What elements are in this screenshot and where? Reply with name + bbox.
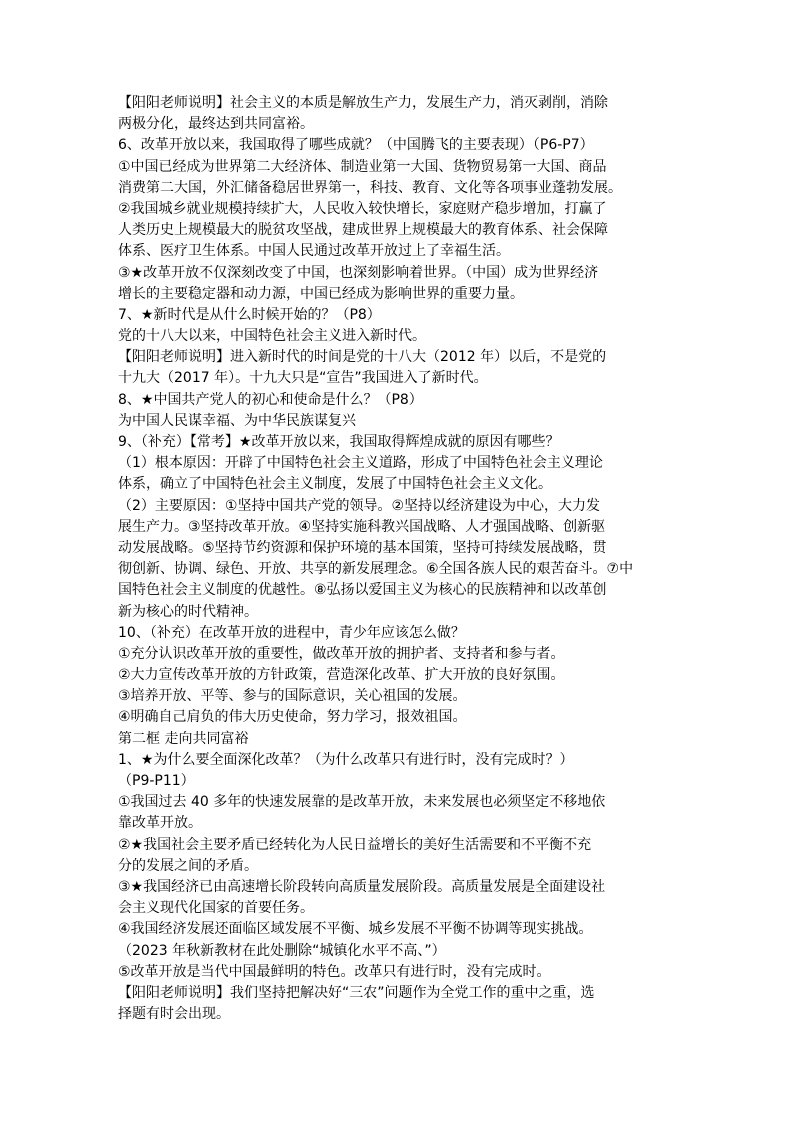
text-line: 8、★中国共产党人的初心和使命是什么？（P8） — [118, 391, 423, 408]
text-line: 彻创新、协调、绿色、开放、共享的新发展理念。⑥全国各族人民的艰苦奋斗。⑦中 — [118, 561, 634, 578]
text-line: ②我国城乡就业规模持续扩大，人民收入较快增长，家庭财产稳步增加，打赢了 — [118, 200, 607, 217]
text-line: 国特色社会主义制度的优越性。⑧弘扬以爱国主义为核心的民族精神和以改革创 — [118, 582, 607, 599]
text-line: 党的十八大以来，中国特色社会主义进入新时代。 — [118, 328, 426, 345]
text-line: ①中国已经成为世界第二大经济体、制造业第一大国、货物贸易第一大国、商品 — [118, 158, 607, 175]
text-line: ②大力宣传改革开放的方针政策，营造深化改革、扩大开放的良好氛围。 — [118, 667, 565, 684]
text-line: 9、（补充）【常考】★改革开放以来，我国取得辉煌成就的原因有哪些？ — [118, 434, 560, 450]
text-line: 靠改革开放。 — [118, 815, 202, 832]
text-line: ③培养开放、平等、参与的国际意识，关心祖国的发展。 — [118, 688, 467, 705]
text-line: 为中国人民谋幸福、为中华民族谋复兴 — [118, 412, 356, 429]
text-line: 体系，确立了中国特色社会主义制度，发展了中国特色社会主义文化。 — [118, 476, 552, 493]
text-line: ④我国经济发展还面临区域发展不平衡、城乡发展不平衡不协调等现实挑战。 — [118, 921, 593, 938]
text-line: ③★改革开放不仅深刻改变了中国，也深刻影响着世界。（中国）成为世界经济 — [118, 264, 599, 281]
text-line: 展生产力。③坚持改革开放。④坚持实施科教兴国战略、人才强国战略、创新驱 — [118, 518, 606, 535]
text-line: ①充分认识改革开放的重要性，做改革开放的拥护者、支持者和参与者。 — [118, 645, 565, 662]
text-line: 动发展战略。⑤坚持节约资源和保护环境的基本国策，坚持可持续发展战略，贯 — [118, 539, 607, 556]
text-line: （2）主要原因：①坚持中国共产党的领导。②坚持以经济建设为中心，大力发 — [118, 497, 601, 514]
text-line: 【阳阳老师说明】社会主义的本质是解放生产力，发展生产力，消灭剥削，消除 — [118, 95, 608, 111]
text-line: ④明确自己肩负的伟大历史使命，努力学习，报效祖国。 — [118, 709, 467, 726]
text-line: 1、★为什么要全面深化改革？（为什么改革只有进行时，没有完成时？） — [118, 751, 574, 768]
text-line: 6、改革开放以来，我国取得了哪些成就？（中国腾飞的主要表现）（P6-P7） — [118, 137, 594, 154]
text-line: 第二框 走向共同富裕 — [118, 730, 249, 747]
text-line: 两极分化，最终达到共同富裕。 — [118, 116, 314, 133]
text-line: （P9-P11） — [118, 773, 195, 789]
text-line: 【阳阳老师说明】我们坚持把解决好“三农”问题作为全党工作的重中之重，选 — [118, 984, 595, 1001]
text-line: 体系、医疗卫生体系。中国人民通过改革开放过上了幸福生活。 — [118, 243, 510, 260]
text-line: 新为核心的时代精神。 — [118, 603, 258, 620]
text-line: 人类历史上规模最大的脱贫攻坚战，建成世界上规模最大的教育体系、社会保障 — [118, 222, 608, 239]
document-body — [118, 93, 688, 1025]
text-line: 择题有时会出现。 — [118, 1006, 230, 1023]
text-line: ①我国过去 40 多年的快速发展靠的是改革开放，未来发展也必须坚定不移地依 — [118, 794, 606, 811]
text-line: ⑤改革开放是当代中国最鲜明的特色。改革只有进行时，没有完成时。 — [118, 963, 551, 980]
text-line: ②★我国社会主要矛盾已经转化为人民日益增长的美好生活需要和不平衡不充 — [118, 836, 592, 853]
text-line: 【阳阳老师说明】进入新时代的时间是党的十八大（2012 年）以后，不是党的 — [118, 349, 607, 366]
text-line: （1）根本原因：开辟了中国特色社会主义道路，形成了中国特色社会主义理论 — [118, 455, 603, 472]
text-line: 分的发展之间的矛盾。 — [118, 857, 258, 874]
text-line: （2023 年秋新教材在此处删除“城镇化水平不高、”） — [118, 942, 446, 959]
text-line: ③★我国经济已由高速增长阶段转向高质量发展阶段。高质量发展是全面建设社 — [118, 878, 606, 895]
text-line: 十九大（2017 年）。十九大只是“宣告”我国进入了新时代。 — [118, 370, 488, 387]
text-line: 消费第二大国，外汇储备稳居世界第一，科技、教育、文化等各项事业蓬勃发展。 — [118, 179, 622, 196]
text-line: 10、（补充）在改革开放的进程中，青少年应该怎么做？ — [118, 624, 465, 641]
text-line: 7、★新时代是从什么时候开始的？（P8） — [118, 306, 381, 323]
text-line: 会主义现代化国家的首要任务。 — [118, 900, 314, 917]
text-line: 增长的主要稳定器和动力源，中国已经成为影响世界的重要力量。 — [118, 285, 524, 302]
